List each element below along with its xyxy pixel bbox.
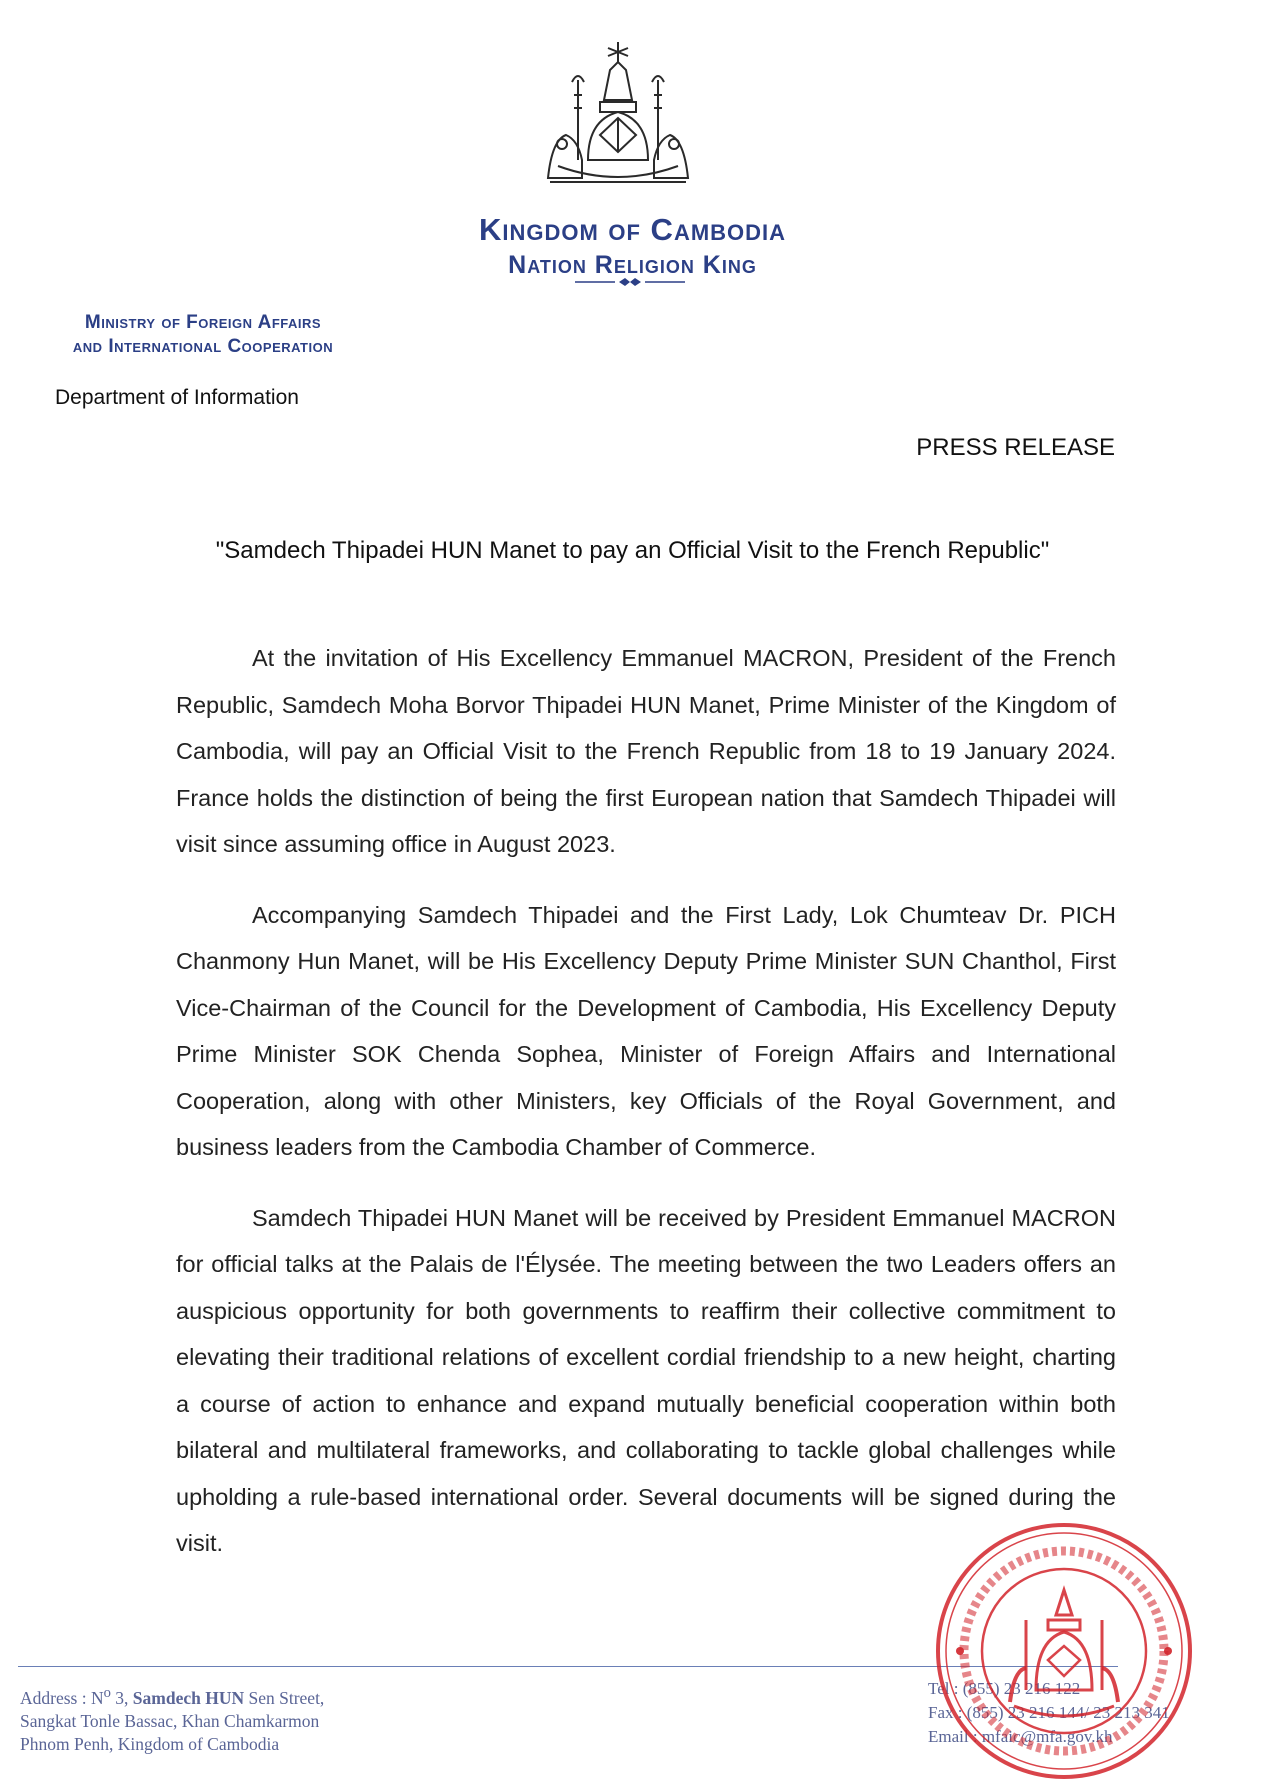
contact-tel: Tel : (855) 23 216 122 (928, 1679, 1081, 1698)
contact-fax: Fax : (855) 23 216 144/ 23 213 341 (928, 1703, 1170, 1722)
address-superscript: o (103, 1685, 111, 1701)
official-seal-stamp (930, 1520, 1198, 1782)
address-label: Address : N (20, 1687, 104, 1708)
press-release-title: "Samdech Thipadei HUN Manet to pay an Official Visit to the French Republic" (215, 537, 1050, 564)
address-line-3: Phnom Penh, Kingdom of Cambodia (20, 1733, 280, 1754)
ministry-line-1: Ministry of Foreign Affairs (84, 312, 322, 333)
ornament-divider (575, 276, 685, 288)
letterhead-country-block (0, 212, 1265, 280)
department-name: Department of Information (55, 386, 299, 409)
body-paragraph: At the invitation of His Excellency Emmanuel MACRON, President of the French Republic, Samdech Moha Borvor Thipadei HUN Manet, Prime Minister of the Kingdom of Cambodia, will pay an Official Visit to the French Republic from 18 to 19 January 2024. France holds the distinction of being the first European nation that Samdech Thipadei will visit since assuming office in August 2023. (176, 645, 1116, 857)
document-type-label: PRESS RELEASE (916, 434, 1115, 461)
address-number: 3, (110, 1687, 133, 1708)
ministry-line-2: and International Cooperation (72, 336, 334, 357)
address-street-rest: Sen Street, (244, 1687, 325, 1708)
address-street-bold: Samdech HUN (132, 1687, 245, 1708)
national-motto: Nation Religion King (508, 251, 757, 279)
contact-email: Email : mfaic@mfa.gov.kh (928, 1727, 1113, 1746)
body-paragraph: Accompanying Samdech Thipadei and the First Lady, Lok Chumteav Dr. PICH Chanmony Hun Manet, will be His Excellency Deputy Prime Minister SUN Chanthol, First Vice-Chairman of the Council for the Development of Cambodia, His Excellency Deputy Prime Minister SOK Chenda Sophea, Minister of Foreign Affairs and International Cooperation, along with other Ministers, key Officials of the Royal Government, and business leaders from the Cambodia Chamber of Commerce. (176, 901, 1116, 1160)
body-paragraph: Samdech Thipadei HUN Manet will be received by President Emmanuel MACRON for official talks at the Palais de l'Élysée. The meeting between the two Leaders offers an auspicious opportunity for both governments to reaffirm their collective commitment to elevating their traditional relations of excellent cordial friendship to a new height, charting a course of action to enhance and expand mutually beneficial cooperation within both bilateral and multilateral frameworks, and collaborating to tackle global challenges while upholding a rule-based international order. Several documents will be signed during the visit. (176, 1204, 1116, 1556)
address-line-2: Sangkat Tonle Bassac, Khan Chamkarmon (20, 1710, 320, 1731)
footer-address (20, 1682, 324, 1756)
press-release-body (176, 635, 1116, 1591)
ministry-name (18, 311, 388, 359)
address-line-1 (20, 1682, 324, 1710)
royal-arms-emblem (538, 40, 698, 190)
country-name: Kingdom of Cambodia (478, 212, 787, 247)
